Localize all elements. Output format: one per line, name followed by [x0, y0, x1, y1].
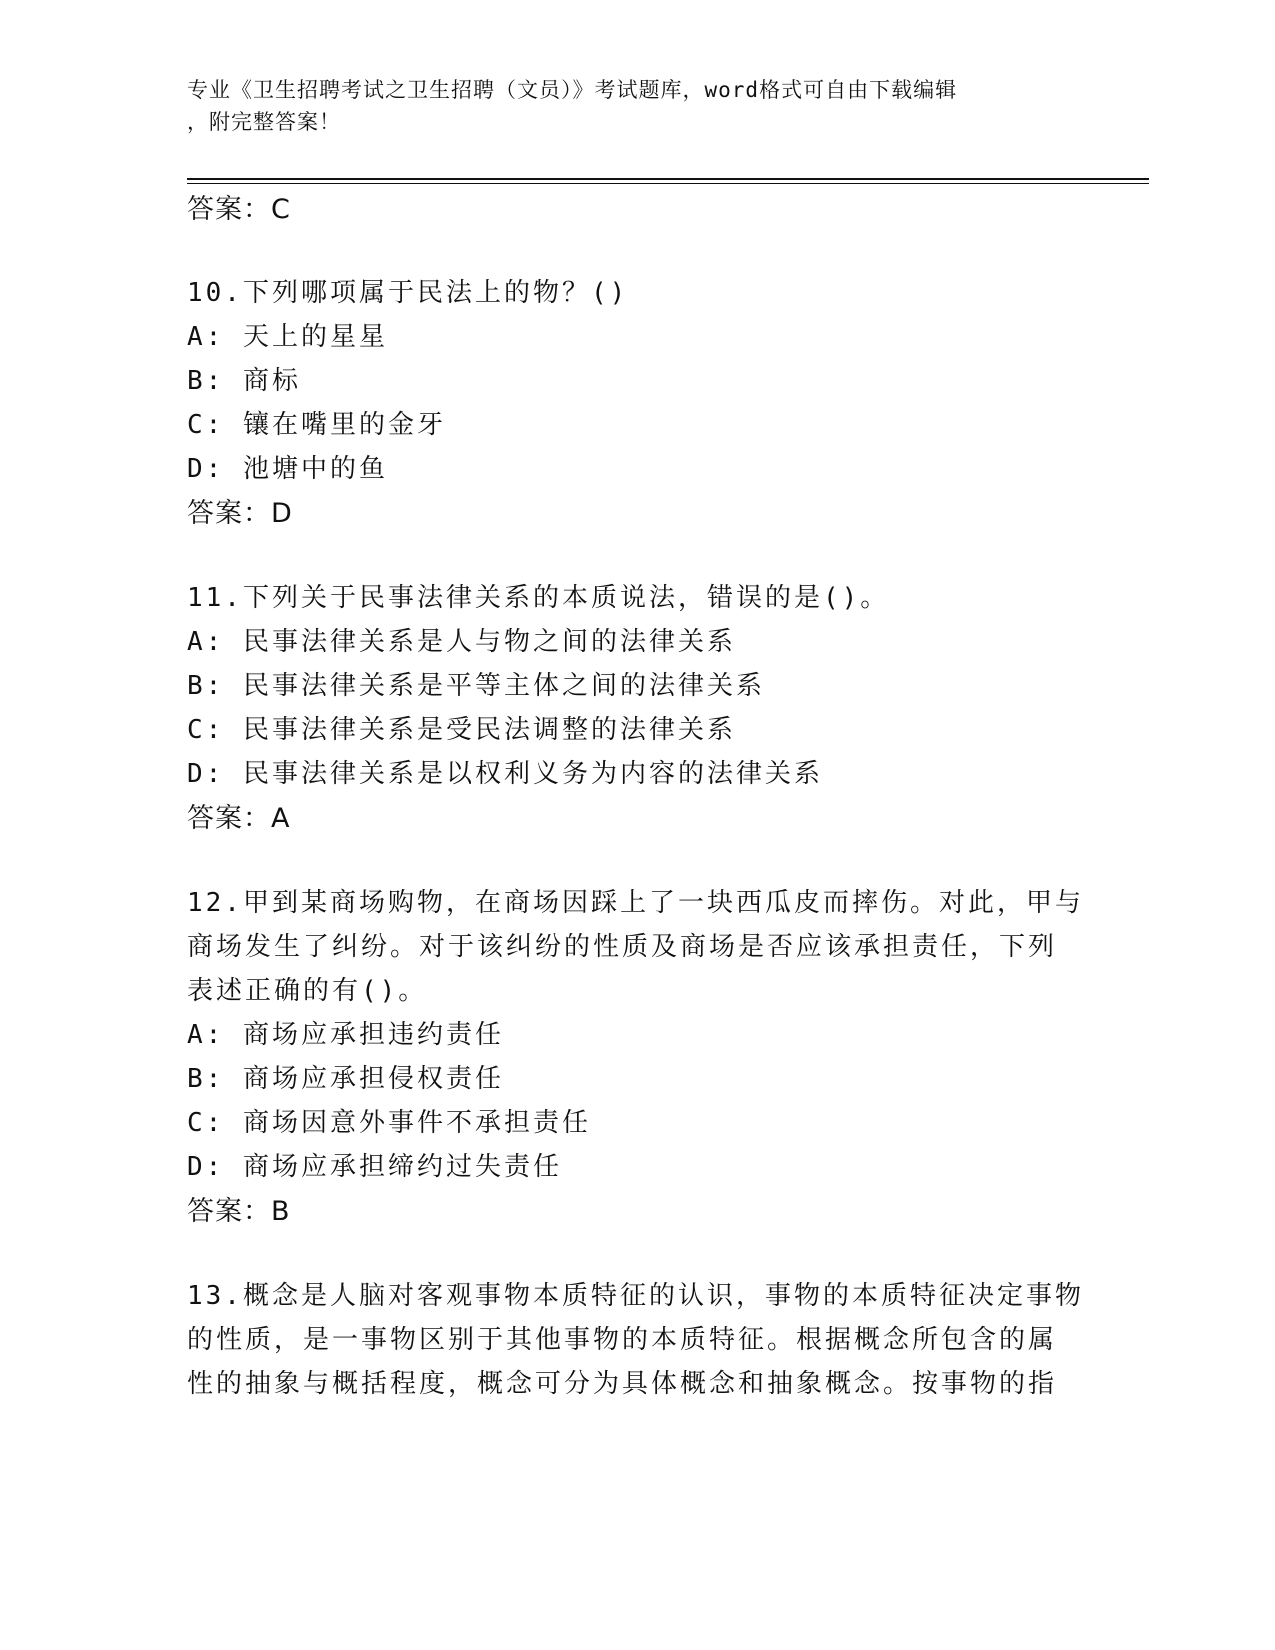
question-12-option-a: A: 商场应承担违约责任 [187, 1020, 504, 1050]
question-12-stem-line-1: 12.甲到某商场购物，在商场因踩上了一块西瓜皮而摔伤。对此，甲与 [187, 888, 1084, 918]
question-11-option-a: A: 民事法律关系是人与物之间的法律关系 [187, 627, 736, 657]
question-13-stem-line-2: 的性质，是一事物区别于其他事物的本质特征。根据概念所包含的属 [187, 1325, 1058, 1355]
question-13-stem-line-3: 性的抽象与概括程度，概念可分为具体概念和抽象概念。按事物的指 [187, 1369, 1058, 1399]
question-12-option-c: C: 商场因意外事件不承担责任 [187, 1108, 591, 1138]
question-10-option-c: C: 镶在嘴里的金牙 [187, 410, 446, 440]
header-line-2: ，附完整答案！ [187, 110, 341, 134]
question-10-option-a: A: 天上的星星 [187, 322, 388, 352]
header-line-1: 专业《卫生招聘考试之卫生招聘（文员）》考试题库，word格式可自由下载编辑 [187, 78, 958, 102]
question-12-stem-line-3: 表述正确的有()。 [187, 976, 428, 1006]
question-12-option-d: D: 商场应承担缔约过失责任 [187, 1152, 562, 1182]
document-header [187, 74, 1067, 138]
question-13-stem-line-1: 13.概念是人脑对客观事物本质特征的认识，事物的本质特征决定事物 [187, 1281, 1084, 1311]
question-10-stem: 10.下列哪项属于民法上的物？() [187, 278, 629, 308]
question-11-option-c: C: 民事法律关系是受民法调整的法律关系 [187, 715, 736, 745]
question-10-option-d: D: 池塘中的鱼 [187, 454, 388, 484]
header-divider-thin [187, 183, 1149, 184]
question-11-stem: 11.下列关于民事法律关系的本质说法，错误的是()。 [187, 583, 890, 613]
question-11-answer: 答案：A [187, 803, 291, 834]
question-12-stem-line-2: 商场发生了纠纷。对于该纠纷的性质及商场是否应该承担责任，下列 [187, 932, 1058, 962]
question-10-option-b: B: 商标 [187, 366, 301, 396]
question-11-option-b: B: 民事法律关系是平等主体之间的法律关系 [187, 671, 765, 701]
question-12-answer: 答案：B [187, 1196, 291, 1227]
question-10-answer: 答案：D [187, 498, 293, 529]
header-divider [187, 178, 1149, 180]
prev-answer: 答案：C [187, 194, 291, 225]
question-11-option-d: D: 民事法律关系是以权利义务为内容的法律关系 [187, 759, 823, 789]
question-12-option-b: B: 商场应承担侵权责任 [187, 1064, 504, 1094]
